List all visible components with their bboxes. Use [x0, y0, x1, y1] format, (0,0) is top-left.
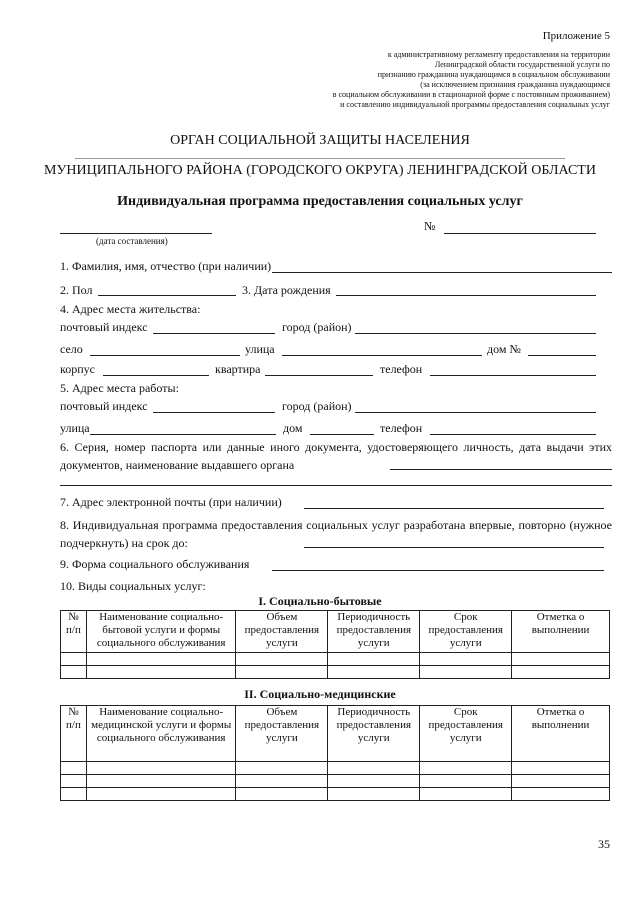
col-header-number: № п/п — [61, 706, 87, 762]
col-header-volume: Объем предоставления услуги — [236, 706, 328, 762]
field-birthdate-line[interactable] — [336, 295, 596, 296]
field-fio-line[interactable] — [272, 272, 612, 273]
house-2-label: дом — [283, 421, 303, 435]
building-label: корпус — [60, 362, 95, 376]
col-header-service-name: Наименование социально-бытовой услуги и формы социального обслуживания — [86, 611, 236, 653]
street-line[interactable] — [282, 355, 482, 356]
phone-2-label: телефон — [380, 421, 423, 435]
social-medical-table — [60, 705, 610, 801]
page-number: 35 — [598, 837, 610, 851]
field-fio-label: 1. Фамилия, имя, отчество (при наличии) — [60, 259, 272, 273]
table-row[interactable] — [61, 775, 610, 788]
passport-label: 6. Серия, номер паспорта или данные иного документа, удостоверяющего личность, дата выдачи этих документов, наименование выдавшего органа — [60, 440, 612, 472]
col-header-periodicity: Периодичность предоставления услуги — [328, 611, 420, 653]
residence-address-label: 4. Адрес места жительства: — [60, 302, 201, 316]
col-header-service-name: Наименование социально-медицинской услуги и формы социального обслуживания — [86, 706, 236, 762]
city-2-label: город (район) — [282, 399, 352, 413]
email-line[interactable] — [304, 508, 604, 509]
table-row[interactable] — [61, 666, 610, 679]
apartment-label: квартира — [215, 362, 261, 376]
page-title: Индивидуальная программа предоставления социальных услуг — [117, 194, 523, 209]
social-household-table — [60, 610, 610, 679]
col-header-term: Срок предоставления услуги — [420, 611, 512, 653]
field-gender-line[interactable] — [98, 295, 236, 296]
street-2-label: улица — [60, 421, 90, 435]
table-row[interactable] — [61, 762, 610, 775]
passport-line[interactable] — [390, 469, 612, 470]
col-header-periodicity: Периодичность предоставления услуги — [328, 706, 420, 762]
header-note-line: к административному регламенту предоставления на территории — [387, 50, 610, 59]
city-2-line[interactable] — [355, 412, 596, 413]
postal-index-2-label: почтовый индекс — [60, 399, 148, 413]
header-note-line: и составлению индивидуальной программы предоставления социальных услуг — [340, 100, 610, 109]
table-row[interactable] — [61, 653, 610, 666]
house-line[interactable] — [528, 355, 596, 356]
postal-index-2-line[interactable] — [153, 412, 275, 413]
header-note-line: (за исключением признания гражданина нуждающимся — [420, 80, 610, 89]
program-developed-label: 8. Индивидуальная программа предоставления социальных услуг разработана впервые, повторно (нужное подчеркнуть) на срок до: — [60, 518, 612, 550]
house-label: дом № — [487, 342, 521, 356]
title-org: ОРГАН СОЦИАЛЬНОЙ ЗАЩИТЫ НАСЕЛЕНИЯ — [170, 133, 470, 148]
section-2-title: II. Социально-медицинские — [244, 687, 396, 701]
field-birthdate-label: 3. Дата рождения — [242, 283, 331, 297]
date-caption: (дата составления) — [96, 236, 168, 246]
col-header-completion: Отметка о выполнении — [512, 706, 610, 762]
city-line[interactable] — [355, 333, 596, 334]
table-row[interactable] — [61, 788, 610, 801]
number-sign: № — [424, 219, 436, 233]
col-header-term: Срок предоставления услуги — [420, 706, 512, 762]
postal-index-label: почтовый индекс — [60, 320, 148, 334]
service-types-label: 10. Виды социальных услуг: — [60, 579, 206, 593]
header-note-line: в социальном обслуживании в стационарной форме с постоянным проживанием) — [332, 90, 610, 99]
house-2-line[interactable] — [310, 434, 374, 435]
header-note-line: признанию гражданина нуждающимся в социальном обслуживании — [377, 70, 610, 79]
table-header-row — [61, 611, 610, 653]
date-line[interactable] — [60, 233, 212, 234]
street-label: улица — [245, 342, 275, 356]
passport-line-2[interactable] — [60, 485, 612, 486]
phone-label: телефон — [380, 362, 423, 376]
service-form-line[interactable] — [272, 570, 604, 571]
street-2-line[interactable] — [90, 434, 276, 435]
table-header-row — [61, 706, 610, 762]
email-label: 7. Адрес электронной почты (при наличии) — [60, 495, 282, 509]
postal-index-line[interactable] — [153, 333, 275, 334]
field-gender-label: 2. Пол — [60, 283, 93, 297]
phone-line[interactable] — [430, 375, 596, 376]
city-label: город (район) — [282, 320, 352, 334]
building-line[interactable] — [103, 375, 209, 376]
col-header-number: № п/п — [61, 611, 87, 653]
term-line[interactable] — [304, 547, 604, 548]
service-form-label: 9. Форма социального обслуживания — [60, 557, 250, 571]
apartment-line[interactable] — [265, 375, 373, 376]
section-1-title: I. Социально-бытовые — [258, 594, 382, 608]
header-note-line: Ленинградской области государственной услуги по — [434, 60, 610, 69]
village-label: село — [60, 342, 83, 356]
village-line[interactable] — [90, 355, 240, 356]
col-header-volume: Объем предоставления услуги — [236, 611, 328, 653]
number-line[interactable] — [444, 233, 596, 234]
divider — [75, 158, 565, 159]
appendix-label: Приложение 5 — [542, 30, 610, 42]
col-header-completion: Отметка о выполнении — [512, 611, 610, 653]
title-region: МУНИЦИПАЛЬНОГО РАЙОНА (ГОРОДСКОГО ОКРУГА) ЛЕНИНГРАДСКОЙ ОБЛАСТИ — [44, 163, 596, 178]
work-address-label: 5. Адрес места работы: — [60, 381, 179, 395]
phone-2-line[interactable] — [430, 434, 596, 435]
